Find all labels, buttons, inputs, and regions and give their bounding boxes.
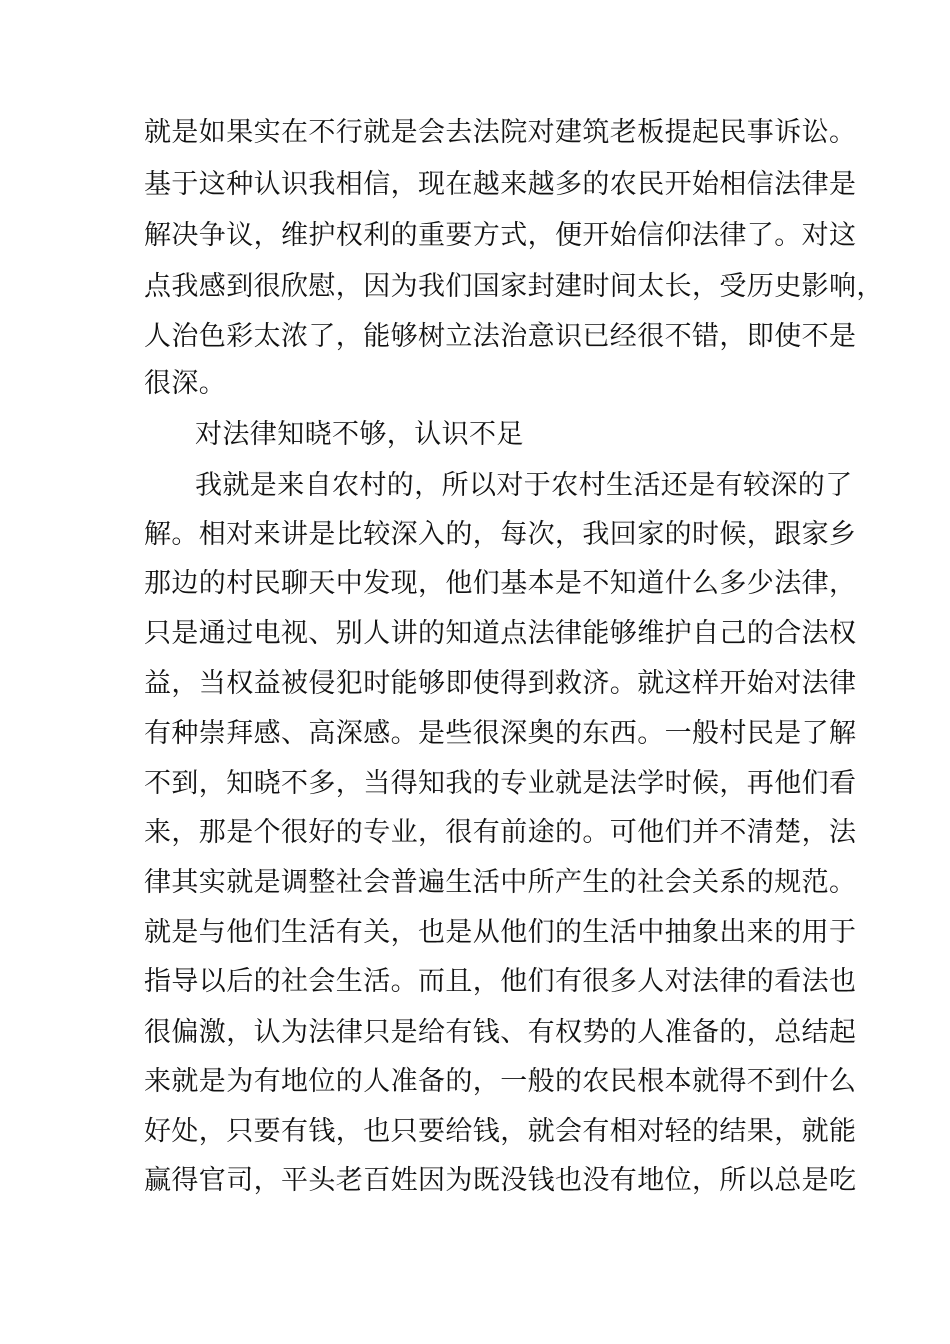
section-heading: 对法律知晓不够，认识不足 bbox=[195, 419, 524, 450]
text-line: 就是与他们生活有关，也是从他们的生活中抽象出来的用于 bbox=[144, 917, 857, 948]
text-line: 很深。 bbox=[144, 368, 227, 399]
text-line: 基于这种认识我相信，现在越来越多的农民开始相信法律是 bbox=[144, 169, 857, 200]
text-line: 很偏激，认为法律只是给有钱、有权势的人准备的，总结起 bbox=[144, 1017, 857, 1048]
text-line: 解。相对来讲是比较深入的，每次，我回家的时候，跟家乡 bbox=[144, 519, 857, 550]
text-line: 只是通过电视、别人讲的知道点法律能够维护自己的合法权 bbox=[144, 618, 857, 649]
text-line: 人治色彩太浓了，能够树立法治意识已经很不错，即使不是 bbox=[144, 321, 857, 352]
text-line: 指导以后的社会生活。而且，他们有很多人对法律的看法也 bbox=[144, 966, 857, 997]
text-line: 有种崇拜感、高深感。是些很深奥的东西。一般村民是了解 bbox=[144, 718, 857, 749]
text-line: 解决争议，维护权利的重要方式，便开始信仰法律了。对这 bbox=[144, 220, 857, 251]
text-line: 好处，只要有钱，也只要给钱，就会有相对轻的结果，就能 bbox=[144, 1116, 857, 1147]
text-line: 点我感到很欣慰，因为我们国家封建时间太长，受历史影响， bbox=[144, 271, 884, 302]
text-line: 律其实就是调整社会普遍生活中所产生的社会关系的规范。 bbox=[144, 867, 857, 898]
text-line: 不到，知晓不多，当得知我的专业就是法学时候，再他们看 bbox=[144, 768, 857, 799]
text-line: 来就是为有地位的人准备的，一般的农民根本就得不到什么 bbox=[144, 1066, 857, 1097]
text-line: 来，那是个很好的专业，很有前途的。可他们并不清楚，法 bbox=[144, 817, 857, 848]
text-line: 那边的村民聊天中发现，他们基本是不知道什么多少法律， bbox=[144, 568, 857, 599]
text-line: 益，当权益被侵犯时能够即使得到救济。就这样开始对法律 bbox=[144, 668, 857, 699]
text-line: 我就是来自农村的，所以对于农村生活还是有较深的了 bbox=[195, 470, 853, 501]
text-line: 赢得官司，平头老百姓因为既没钱也没有地位，所以总是吃 bbox=[144, 1165, 857, 1196]
text-line: 就是如果实在不行就是会去法院对建筑老板提起民事诉讼。 bbox=[144, 117, 857, 148]
